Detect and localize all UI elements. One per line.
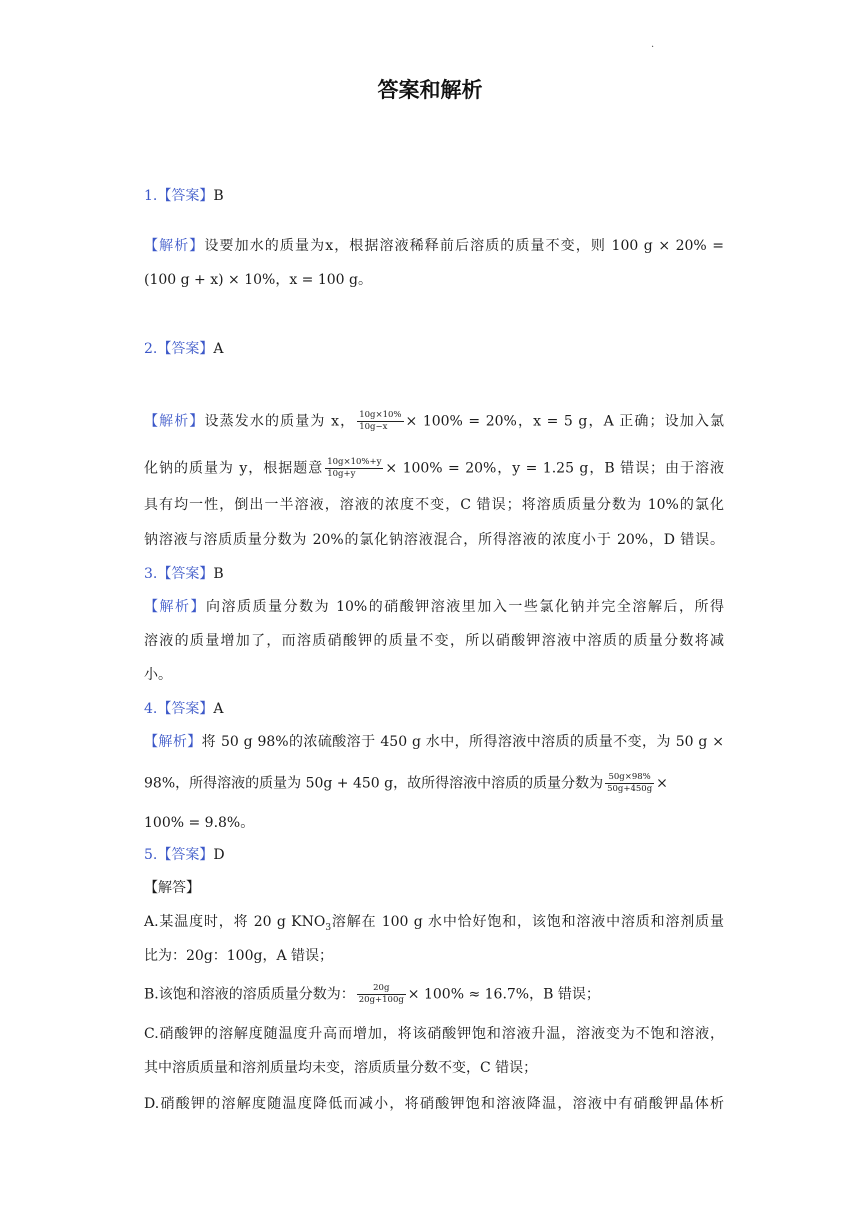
q1-answer: B [213,188,224,204]
q4-text-1: 将 50 g 98%的浓硫酸溶于 450 g 水中，所得溶液中溶质的质量不变，为 50 g × [201,734,724,750]
answer-tag: 【答案】 [157,847,214,863]
q4-analysis-line3: 100% = 9.8%。 [144,815,255,831]
q4-analysis-line2 [144,772,724,795]
q2-text-1b: × 100% = 20%，x = 5 g，A 正确；设加入氯 [405,413,724,430]
analysis-tag: 【解析】 [144,599,207,615]
q3-text-1: 向溶质质量分数为 10%的硝酸钾溶液里加入一些氯化钠并完全溶解后，所得 [206,599,724,615]
analysis-tag: 【解析】 [144,238,205,254]
q2-fraction-1-den: 10g−x [359,422,388,432]
q3-analysis-line3: 小。 [144,667,172,683]
q2-number: 2. [144,341,158,357]
q3-answer: B [213,566,224,582]
header-mark: · [651,42,655,53]
q2-analysis-line3: 具有均一性，倒出一半溶液，溶液的浓度不变，C 错误；将溶质质量分数为 10%的氯化 [144,497,724,513]
q1-analysis-line2: (100 g + x) × 10%，x = 100 g。 [144,272,372,288]
q4-text-2a: 98%，所得溶液的质量为 50g + 450 g，故所得溶液中溶质的质量分数为 [144,775,604,792]
q2-fraction-2-num: 10g×10%+y [327,457,382,467]
q2-fraction-1 [357,410,403,433]
q5-answer-line [144,845,724,865]
q4-fraction [605,772,654,795]
page-title: 答案和解析 [377,78,483,102]
q1-analysis-text1: 设要加水的质量为x，根据溶液稀释前后溶质的质量不变，则 100 g × 20% = [204,238,724,254]
q5-option-c-line1: C.硝酸钾的溶解度随温度升高而增加，将该硝酸钾饱和溶液升温，溶液变为不饱和溶液， [144,1026,724,1042]
q2-fraction-2-den: 10g+y [327,469,356,479]
q3-analysis-line2: 溶液的质量增加了，而溶质硝酸钾的质量不变，所以硝酸钾溶液中溶质的质量分数将减 [144,633,724,649]
q2-fraction-2 [325,457,383,480]
q5-a-text-a: A.某温度时，将 20 g KNO [144,914,326,930]
q5-b-text-b: × 100% ≈ 16.7%，B 错误； [407,986,600,1003]
answer-tag: 【答案】 [157,701,214,717]
q5-option-a-line1 [144,912,724,938]
q4-text-2b: × [656,775,668,792]
q5-option-b-line [144,983,724,1006]
q5-option-d-line1: D.硝酸钾的溶解度随温度降低而减小，将硝酸钾饱和溶液降温，溶液中有硝酸钾晶体析 [144,1096,724,1112]
q5-a-text-b: 溶解在 100 g 水中恰好饱和，该饱和溶液中溶质和溶剂质量 [331,914,724,930]
q5-solution-tag: 【解答】 [144,880,200,896]
q2-text-2a: 化钠的质量为 y，根据题意 [144,460,324,477]
answer-tag: 【答案】 [157,341,214,357]
answer-tag: 【答案】 [157,566,214,582]
analysis-tag: 【解析】 [144,734,202,750]
q2-analysis-line1 [144,410,724,433]
answer-tag: 【答案】 [157,188,214,204]
q2-answer-line [144,339,724,359]
q3-number: 3. [144,566,158,582]
q5-b-fraction [357,983,406,1006]
q5-b-fraction-den: 20g+100g [358,995,404,1005]
q5-b-fraction-num: 20g [357,983,406,995]
q2-text-2b: × 100% = 20%，y = 1.25 g，B 错误；由于溶液 [385,460,724,477]
q5-a-subscript: 3 [325,922,332,933]
q2-fraction-1-num: 10g×10% [359,410,402,420]
q1-analysis-line1 [144,236,724,256]
q2-analysis-line2 [144,457,724,480]
q5-option-a-line2: 比为：20g：100g，A 错误； [144,948,334,964]
q3-analysis-line1 [144,597,724,617]
q4-fraction-den: 50g+450g [607,784,653,794]
q4-number: 4. [144,701,158,717]
q5-b-text-a: B.该饱和溶液的溶质质量分数为： [144,986,355,1003]
q4-fraction-num: 50g×98% [605,772,654,784]
q2-text-1a: 设蒸发水的质量为 x， [204,413,356,430]
q5-answer: D [213,847,225,863]
q4-answer-line [144,699,724,719]
q4-answer: A [213,701,224,717]
analysis-tag: 【解析】 [144,413,205,430]
q2-answer: A [213,341,224,357]
q4-analysis-line1 [144,732,724,752]
q1-answer-line [144,186,724,206]
q1-number: 1. [144,188,158,204]
q5-option-c-line2: 其中溶质质量和溶剂质量均未变，溶质质量分数不变，C 错误； [144,1060,538,1076]
q2-analysis-line4: 钠溶液与溶质质量分数为 20%的氯化钠溶液混合，所得溶液的浓度小于 20%，D 错误。 [144,532,724,548]
q3-answer-line [144,564,724,584]
q5-number: 5. [144,847,158,863]
